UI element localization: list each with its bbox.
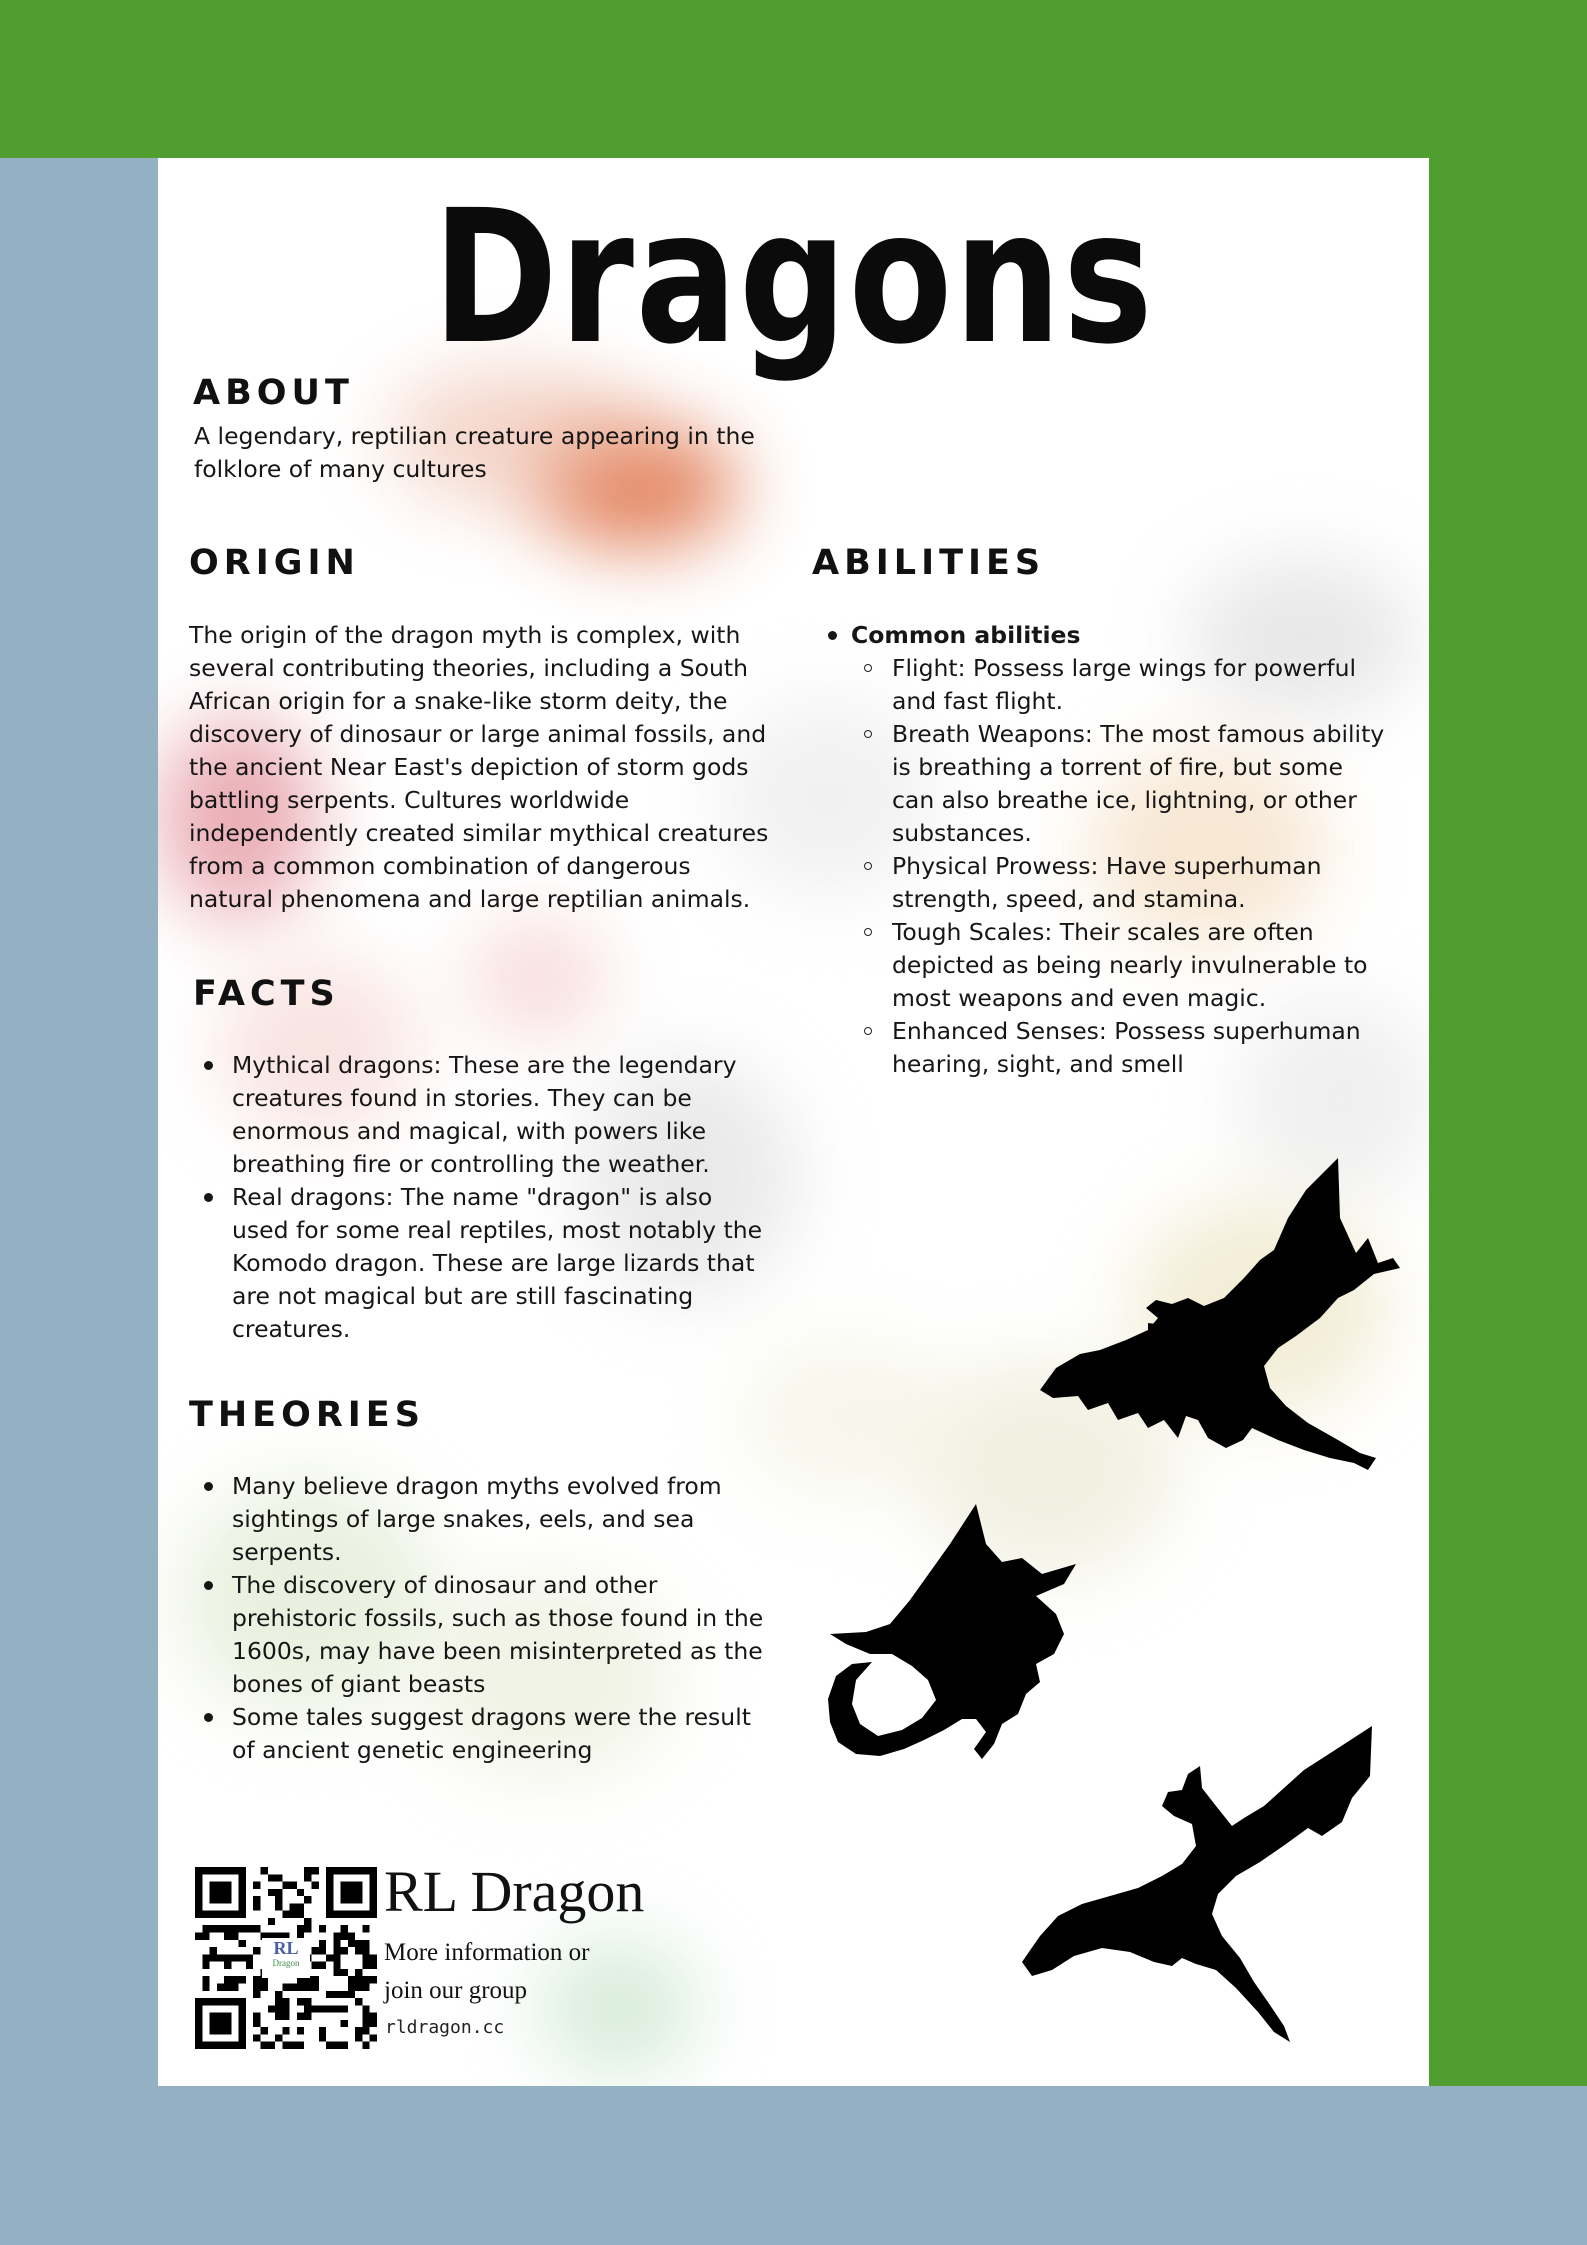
poster-card	[158, 158, 1429, 2086]
green-top-band	[0, 0, 1587, 158]
list-line: of ancient genetic engineering	[232, 1736, 593, 1764]
list-line: most weapons and even magic.	[892, 984, 1267, 1012]
list-line: creatures found in stories. They can be	[232, 1084, 692, 1112]
list-item	[851, 850, 1384, 916]
list-item	[851, 718, 1384, 850]
blob-decoration	[468, 918, 608, 1038]
origin-text	[189, 619, 768, 916]
footer-info	[384, 1934, 590, 2010]
qr-logo-subtext: Dragon	[272, 1958, 300, 1968]
list-item	[188, 1049, 762, 1181]
qr-logo-text: RL	[273, 1938, 299, 1958]
list-line: substances.	[892, 819, 1032, 847]
footer-line: join our group	[384, 1977, 528, 2004]
list-line: Flight: Possess large wings for powerful	[892, 654, 1357, 682]
origin-line: discovery of dinosaur or large animal fossils, and	[189, 720, 767, 748]
about-line: folklore of many cultures	[194, 455, 487, 483]
footer-line: More information or	[384, 1939, 590, 1966]
list-line: serpents.	[232, 1538, 342, 1566]
list-line: can also breathe ice, lightning, or other	[892, 786, 1357, 814]
list-line: sightings of large snakes, eels, and sea	[232, 1505, 695, 1533]
qr-logo	[262, 1938, 310, 1978]
list-line: Physical Prowess: Have superhuman	[892, 852, 1322, 880]
list-item	[188, 1701, 763, 1767]
website-link[interactable]: rldragon.cc	[385, 2017, 505, 2038]
list-item	[851, 1015, 1384, 1081]
list-line: strength, speed, and stamina.	[892, 885, 1246, 913]
list-line: breathing fire or controlling the weather.	[232, 1150, 710, 1178]
origin-line: several contributing theories, including a South	[189, 654, 748, 682]
list-line: Real dragons: The name "dragon" is also	[232, 1183, 713, 1211]
dragon-silhouette-icon	[1022, 1726, 1392, 2056]
list-line: Some tales suggest dragons were the result	[232, 1703, 751, 1731]
origin-line: the ancient Near East's depiction of storm gods	[189, 753, 749, 781]
list-line: creatures.	[232, 1315, 351, 1343]
list-item	[188, 1470, 763, 1569]
list-line: hearing, sight, and smell	[892, 1050, 1184, 1078]
list-line: depicted as being nearly invulnerable to	[892, 951, 1368, 979]
origin-line: natural phenomena and large reptilian animals.	[189, 885, 751, 913]
list-item	[851, 916, 1384, 1015]
list-line: Many believe dragon myths evolved from	[232, 1472, 722, 1500]
origin-heading: ORIGIN	[189, 543, 360, 583]
list-line: Tough Scales: Their scales are often	[892, 918, 1314, 946]
list-line: The discovery of dinosaur and other	[232, 1571, 658, 1599]
brand-name: RL Dragon	[384, 1859, 645, 1924]
list-line: used for some real reptiles, most notably the	[232, 1216, 763, 1244]
origin-line: independently created similar mythical creatures	[189, 819, 769, 847]
list-line: prehistoric fossils, such as those found in the	[232, 1604, 764, 1632]
abilities-heading: ABILITIES	[812, 543, 1046, 583]
list-line: Common abilities	[851, 621, 1081, 649]
list-item	[188, 1181, 762, 1346]
page-title: Dragons	[432, 171, 1155, 385]
abilities-list	[826, 619, 1384, 1081]
abilities-sublist	[851, 652, 1384, 1081]
list-line: Mythical dragons: These are the legendary	[232, 1051, 737, 1079]
list-line: bones of giant beasts	[232, 1670, 486, 1698]
facts-list	[188, 1049, 762, 1346]
green-right-band	[1428, 0, 1587, 2086]
origin-line: battling serpents. Cultures worldwide	[189, 786, 630, 814]
facts-heading: FACTS	[193, 974, 340, 1014]
list-line: 1600s, may have been misinterpreted as the	[232, 1637, 763, 1665]
list-line: Breath Weapons: The most famous ability	[892, 720, 1385, 748]
about-line: A legendary, reptilian creature appearing in the	[194, 422, 755, 450]
list-line: is breathing a torrent of fire, but some	[892, 753, 1343, 781]
list-line: enormous and magical, with powers like	[232, 1117, 707, 1145]
list-line: are not magical but are still fascinating	[232, 1282, 694, 1310]
about-text	[194, 420, 755, 486]
list-line: and fast flight.	[892, 687, 1064, 715]
origin-line: The origin of the dragon myth is complex, with	[189, 621, 741, 649]
list-line: Komodo dragon. These are large lizards that	[232, 1249, 755, 1277]
theories-heading: THEORIES	[189, 1395, 425, 1435]
origin-line: African origin for a snake-like storm deity, the	[189, 687, 728, 715]
list-item	[851, 652, 1384, 718]
dragon-silhouette-icon	[1038, 1158, 1408, 1508]
list-item	[826, 619, 1384, 1081]
theories-list	[188, 1470, 763, 1767]
about-heading: ABOUT	[193, 373, 354, 413]
origin-line: from a common combination of dangerous	[189, 852, 691, 880]
list-line: Enhanced Senses: Possess superhuman	[892, 1017, 1361, 1045]
list-item	[188, 1569, 763, 1701]
blob-decoration	[738, 1338, 958, 1498]
